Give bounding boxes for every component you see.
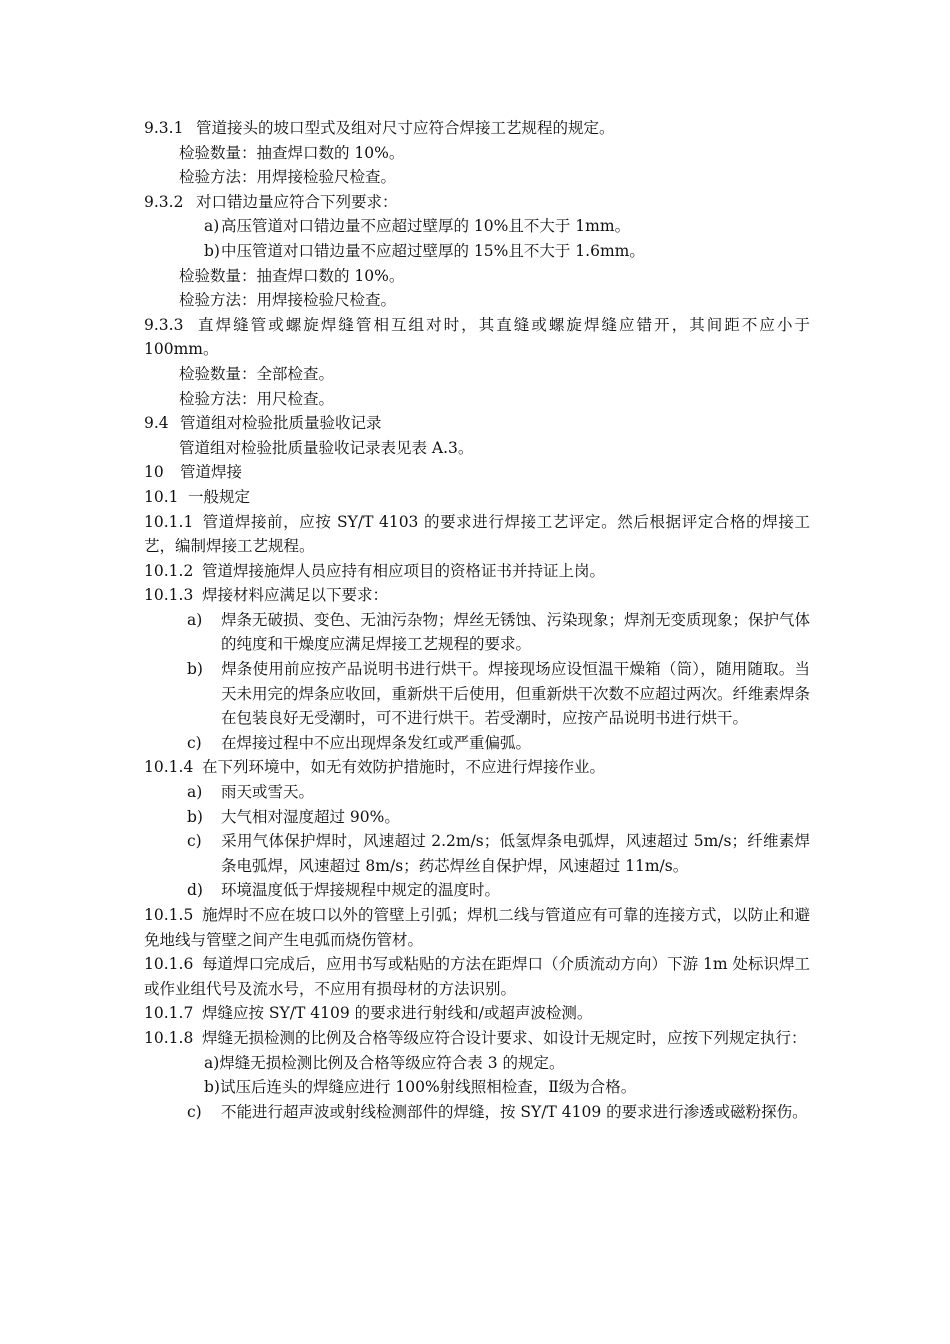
clause-number: 10.1.1 <box>144 512 194 531</box>
clause-number: 10.1.5 <box>144 906 194 924</box>
clause-10-1-3 <box>144 583 810 608</box>
clause-10-1-4 <box>144 755 810 780</box>
list-item <box>144 829 810 878</box>
clause-number: 9.3.1 <box>144 119 184 137</box>
list-item <box>144 878 810 903</box>
section-title: 一般规定 <box>188 487 251 506</box>
clause-10-1-2 <box>144 559 810 584</box>
chapter-10-heading <box>144 460 810 485</box>
clause-9-3-3 <box>144 313 810 362</box>
clause-number: 9.3.3 <box>144 315 184 334</box>
list-item <box>144 608 810 657</box>
list-label: b) <box>187 807 203 826</box>
clause-number: 10.1.3 <box>144 586 194 605</box>
section-number: 10.1 <box>144 487 179 506</box>
clause-10-1-6 <box>144 952 810 1001</box>
list-item <box>144 731 810 756</box>
list-text: 不能进行超声波或射线检测部件的焊缝，按 SY/T 4109 的要求进行渗透或磁粉探伤。 <box>221 1102 808 1121</box>
list-item <box>144 1100 810 1125</box>
clause-number: 10.1.7 <box>144 1004 194 1023</box>
clause-number: 10.1.8 <box>144 1028 194 1047</box>
clause-10-1-5 <box>144 903 810 952</box>
clause-number: 9.3.2 <box>144 192 184 211</box>
list-label: d) <box>187 881 203 900</box>
clause-text: 管道焊接施焊人员应持有相应项目的资格证书并持证上岗。 <box>202 561 606 580</box>
clause-text: 焊接材料应满足以下要求： <box>202 586 389 605</box>
inspection-quantity: 检验数量：抽查焊口数的 10%。 <box>179 266 405 285</box>
list-text: 焊条无破损、变色、无油污杂物；焊丝无锈蚀、污染现象；焊剂无变质现象；保护气体的纯度和干燥度应满足焊接工艺规程的要求。 <box>221 610 811 654</box>
clause-number: 10.1.6 <box>144 955 194 974</box>
section-number: 9.4 <box>144 414 169 433</box>
list-label: a) <box>204 217 220 236</box>
clause-text: 管道焊接前，应按 SY/T 4103 的要求进行焊接工艺评定。然后根据评定合格的焊接工艺，编制焊接工艺规程。 <box>144 512 810 556</box>
list-label: b) <box>204 241 220 260</box>
list-text: 高压管道对口错边量不应超过壁厚的 10%且不大于 1mm。 <box>221 217 631 236</box>
clause-text: 焊缝应按 SY/T 4109 的要求进行射线和/或超声波检测。 <box>202 1004 593 1023</box>
inspection-method: 检验方法：用尺检查。 <box>179 389 335 408</box>
clause-text: 管道接头的坡口型式及组对尺寸应符合焊接工艺规程的规定。 <box>196 119 615 137</box>
chapter-title: 管道焊接 <box>180 463 243 482</box>
inspection-quantity: 检验数量：全部检查。 <box>179 364 335 383</box>
inspection-method: 检验方法：用焊接检验尺检查。 <box>179 168 397 187</box>
list-item <box>144 780 810 805</box>
list-item: b)试压后连头的焊缝应进行 100%射线照相检查，Ⅱ级为合格。 <box>204 1078 637 1097</box>
list-text: 焊条使用前应按产品说明书进行烘干。焊接现场应设恒温干燥箱（筒），随用随取。当天未用完的焊条应收回，重新烘干后使用，但重新烘干次数不应超过两次。纤维素焊条在包装良好无受潮时，可不进行烘干。若受潮时，应按产品说明书进行烘干。 <box>221 660 811 728</box>
section-10-1-heading <box>144 485 810 510</box>
inspection-quantity: 检验数量：抽查焊口数的 10%。 <box>179 143 405 162</box>
list-text: 大气相对湿度超过 90%。 <box>221 807 400 826</box>
section-title: 管道组对检验批质量验收记录 <box>180 414 382 433</box>
list-item <box>144 657 810 731</box>
clause-10-1-8 <box>144 1026 810 1051</box>
paragraph: 管道组对检验批质量验收记录表见表 A.3。 <box>179 438 474 457</box>
list-label: a) <box>187 783 203 802</box>
clause-10-1-1 <box>144 510 810 559</box>
clause-text: 对口错边量应符合下列要求： <box>196 192 398 211</box>
clause-text: 在下列环境中，如无有效防护措施时，不应进行焊接作业。 <box>202 758 606 777</box>
list-item <box>144 239 810 264</box>
clause-9-3-2 <box>144 190 810 215</box>
list-text: 在焊接过程中不应出现焊条发红或严重偏弧。 <box>221 733 532 752</box>
list-label: c) <box>187 832 202 851</box>
inspection-method: 检验方法：用焊接检验尺检查。 <box>179 291 397 310</box>
clause-text: 施焊时不应在坡口以外的管壁上引弧；焊机二线与管道应有可靠的连接方式，以防止和避免地线与管壁之间产生电弧而烧伤管材。 <box>144 906 810 949</box>
section-9-4-heading <box>144 411 810 436</box>
list-item <box>144 214 810 239</box>
clause-10-1-7 <box>144 1001 810 1026</box>
clause-number: 10.1.2 <box>144 561 194 580</box>
chapter-number: 10 <box>144 463 164 482</box>
clause-text: 直焊缝管或螺旋焊缝管相互组对时，其直缝或螺旋焊缝应错开，其间距不应小于 100mm。 <box>144 315 810 359</box>
clause-text: 焊缝无损检测的比例及合格等级应符合设计要求、如设计无规定时，应按下列规定执行： <box>202 1028 807 1047</box>
list-item <box>144 805 810 830</box>
list-item: a)焊缝无损检测比例及合格等级应符合表 3 的规定。 <box>204 1053 565 1072</box>
clause-9-3-1 <box>144 116 810 141</box>
clause-number: 10.1.4 <box>144 758 194 777</box>
list-label: c) <box>187 1102 202 1121</box>
list-text: 雨天或雪天。 <box>221 783 315 802</box>
list-text: 采用气体保护焊时，风速超过 2.2m/s；低氢焊条电弧焊，风速超过 5m/s；纤维素焊条电弧焊，风速超过 8m/s；药芯焊丝自保护焊，风速超过 11m/s。 <box>221 832 810 875</box>
list-label: c) <box>187 733 202 752</box>
list-text: 中压管道对口错边量不应超过壁厚的 15%且不大于 1.6mm。 <box>221 241 645 260</box>
clause-text: 每道焊口完成后，应用书写或粘贴的方法在距焊口（介质流动方向）下游 1m 处标识焊工或作业组代号及流水号，不应用有损母材的方法识别。 <box>144 955 810 998</box>
list-label: b) <box>187 660 203 679</box>
list-text: 环境温度低于焊接规程中规定的温度时。 <box>221 881 501 900</box>
list-label: a) <box>187 610 203 629</box>
